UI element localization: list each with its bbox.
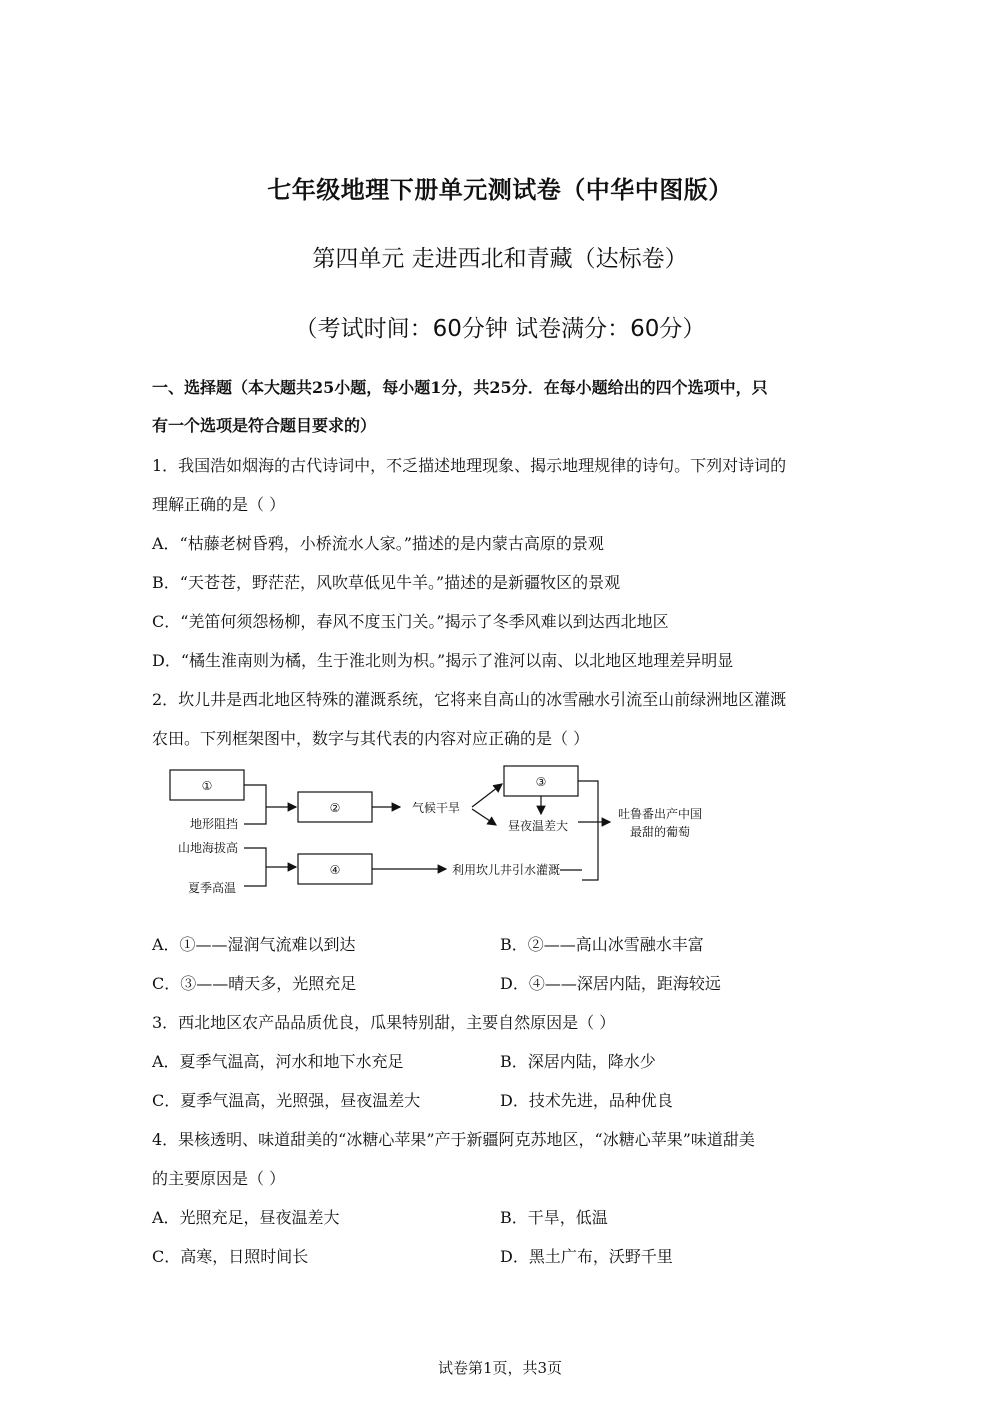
question-4-stem: 4．果核透明、味道甜美的“冰糖心苹果”产于新疆阿克苏地区，“冰糖心苹果”味道甜美: [152, 1130, 755, 1149]
question-1-option-b: B．“天苍苍，野茫茫，风吹草低见牛羊。”描述的是新疆牧区的景观: [152, 573, 621, 592]
question-1-option-a: A．“枯藤老树昏鸦，小桥流水人家。”描述的是内蒙古高原的景观: [152, 534, 604, 553]
section-heading: 一、选择题（本大题共25小题，每小题1分，共25分．在每小题给出的四个选项中，只: [152, 378, 768, 397]
diagram-result-1: 吐鲁番出产中国: [618, 807, 703, 821]
question-2-option-d: D．④——深居内陆，距海较远: [500, 974, 721, 993]
diagram-terrain-block: 地形阻挡: [190, 817, 239, 831]
exam-info: （考试时间：60分钟 试卷满分：60分）: [294, 316, 706, 342]
page-subtitle: 第四单元 走进西北和青藏（达标卷）: [312, 246, 688, 272]
diagram-result-2: 最甜的葡萄: [630, 825, 691, 839]
diagram-label-2: ②: [329, 801, 341, 815]
diagram-high-altitude: 山地海拔高: [178, 841, 239, 855]
question-1-stem-cont: 理解正确的是（ ）: [152, 495, 286, 514]
diagram-karez: 利用坎儿井引水灌溉: [452, 863, 561, 877]
question-3-option-a: A．夏季气温高，河水和地下水充足: [152, 1052, 404, 1071]
diagram-label-1: ①: [201, 779, 213, 793]
page-footer: 试卷第1页，共3页: [437, 1359, 563, 1377]
question-2-option-c: C．③——晴天多，光照充足: [152, 974, 357, 993]
question-1-option-c: C．“羌笛何须怨杨柳，春风不度玉门关。”揭示了冬季风难以到达西北地区: [152, 612, 669, 631]
bracket-right: [578, 781, 598, 880]
diagram-summer-heat: 夏季高温: [188, 881, 237, 895]
diagram-label-4: ④: [329, 863, 341, 877]
question-4-option-c: C．高寒，日照时间长: [152, 1247, 309, 1266]
page-title: 七年级地理下册单元测试卷（中华中图版）: [267, 176, 733, 204]
diagram-label-3: ③: [535, 775, 547, 789]
bracket-bottom: [244, 848, 266, 886]
bracket-top: [244, 785, 266, 824]
question-4-option-a: A．光照充足，昼夜温差大: [152, 1208, 340, 1227]
question-4-option-b: B．干旱，低温: [500, 1208, 608, 1227]
diagram-dry-climate: 气候干旱: [412, 801, 461, 815]
question-2-stem: 2．坎儿井是西北地区特殊的灌溉系统，它将来自高山的冰雪融水引流至山前绿洲地区灌溉: [152, 690, 787, 709]
section-heading-cont: 有一个选项是符合题目要求的）: [152, 416, 377, 435]
question-2-option-a: A．①——湿润气流难以到达: [152, 935, 356, 954]
question-3-option-c: C．夏季气温高，光照强，昼夜温差大: [152, 1091, 421, 1110]
question-1-stem: 1．我国浩如烟海的古代诗词中，不乏描述地理现象、揭示地理规律的诗句。下列对诗词的: [152, 456, 787, 475]
question-2-stem-cont: 农田。下列框架图中，数字与其代表的内容对应正确的是（ ）: [152, 729, 590, 748]
framework-diagram: [160, 762, 720, 902]
question-4-option-d: D．黑土广布，沃野千里: [500, 1247, 673, 1266]
question-4-stem-cont: 的主要原因是（ ）: [152, 1169, 286, 1188]
diagram-temp-diff: 昼夜温差大: [508, 819, 569, 833]
question-2-option-b: B．②——高山冰雪融水丰富: [500, 935, 704, 954]
question-3-stem: 3．西北地区农产品品质优良，瓜果特别甜，主要自然原因是（ ）: [152, 1013, 616, 1032]
question-3-option-d: D．技术先进，品种优良: [500, 1091, 673, 1110]
question-3-option-b: B．深居内陆，降水少: [500, 1052, 656, 1071]
question-1-option-d: D．“橘生淮南则为橘，生于淮北则为枳。”揭示了淮河以南、以北地区地理差异明显: [152, 651, 734, 670]
